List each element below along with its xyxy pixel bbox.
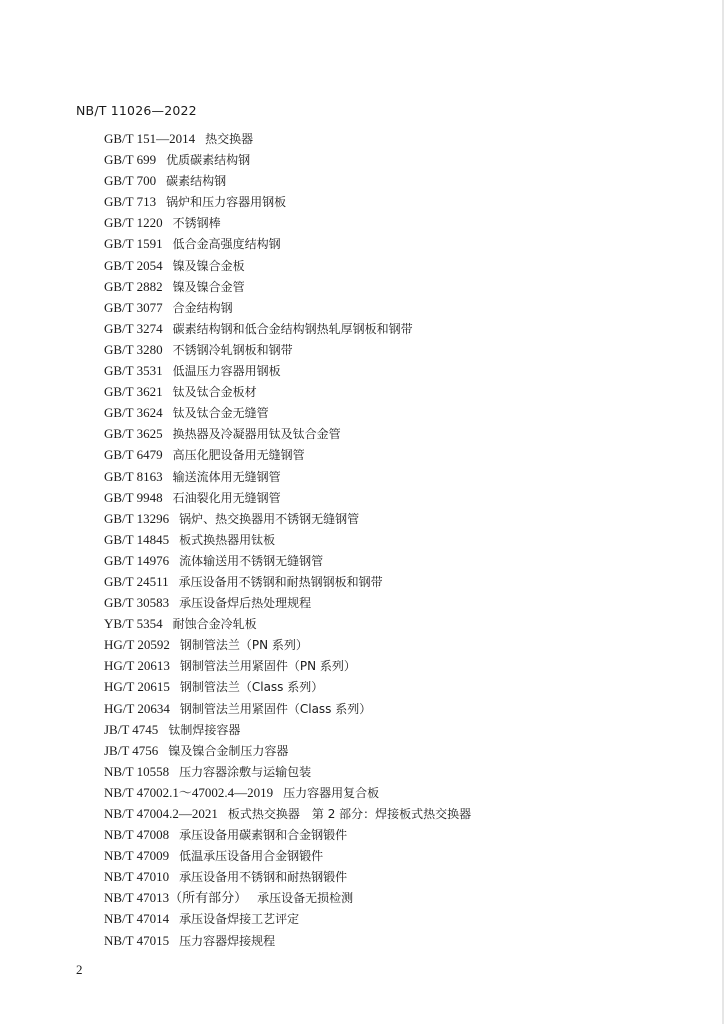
reference-code: GB/T 24511 [104, 573, 169, 589]
reference-code: JB/T 4756 [104, 742, 159, 758]
reference-code: HG/T 20592 [104, 637, 170, 653]
reference-code: NB/T 47013（所有部分） [104, 890, 248, 906]
reference-title: 钛制焊接容器 [168, 722, 241, 737]
reference-item [104, 444, 471, 465]
reference-title: 钢制管法兰（Class 系列） [179, 680, 324, 695]
reference-item [104, 191, 471, 212]
reference-item [104, 170, 471, 191]
reference-title: 钢制管法兰用紧固件（PN 系列） [179, 659, 356, 674]
reference-code: NB/T 47014 [104, 911, 170, 927]
reference-code: GB/T 3531 [104, 363, 163, 379]
reference-item [104, 318, 471, 339]
reference-item [104, 824, 471, 845]
reference-code: HG/T 20613 [104, 658, 170, 674]
reference-title: 承压设备焊接工艺评定 [179, 912, 300, 927]
reference-item [104, 529, 471, 550]
reference-title: 钛及钛合金无缝管 [172, 406, 269, 421]
reference-title: 碳素结构钢和低合金结构钢热轧厚钢板和钢带 [172, 321, 413, 336]
reference-item [104, 740, 471, 761]
reference-item [104, 149, 471, 170]
reference-title: 镍及镍合金管 [172, 279, 245, 294]
reference-item [104, 360, 471, 381]
reference-code: GB/T 2882 [104, 278, 163, 294]
reference-title: 镍及镍合金板 [172, 258, 245, 273]
reference-code: NB/T 47004.2—2021 [104, 806, 218, 821]
reference-code: NB/T 47015 [104, 932, 170, 948]
reference-item [104, 719, 471, 740]
reference-item [104, 613, 471, 634]
reference-code: GB/T 9948 [104, 489, 163, 505]
reference-title: 板式热交换器 第 2 部分：焊接板式热交换器 [227, 807, 472, 821]
reference-item [104, 782, 471, 803]
reference-item [104, 761, 471, 782]
reference-title: 碳素结构钢 [166, 174, 227, 189]
reference-title: 合金结构钢 [172, 300, 233, 315]
reference-code: JB/T 4745 [104, 721, 159, 737]
reference-code: NB/T 47002.1～47002.4—2019 [104, 784, 274, 800]
reference-item [104, 550, 471, 571]
reference-code: NB/T 47010 [104, 869, 170, 885]
reference-code: GB/T 8163 [104, 468, 163, 484]
reference-item [104, 255, 471, 276]
reference-title: 承压设备用不锈钢和耐热钢钢板和钢带 [178, 574, 383, 589]
reference-item [104, 276, 471, 297]
reference-title: 压力容器涂敷与运输包装 [179, 764, 312, 779]
reference-item [104, 508, 471, 529]
reference-item [104, 698, 471, 719]
reference-title: 钢制管法兰用紧固件（Class 系列） [179, 701, 372, 716]
reference-item [104, 128, 471, 149]
reference-title: 不锈钢棒 [172, 216, 221, 231]
reference-title: 压力容器焊接规程 [179, 933, 276, 948]
reference-item [104, 866, 471, 887]
reference-item [104, 297, 471, 318]
reference-item [104, 233, 471, 254]
reference-title: 石油裂化用无缝钢管 [172, 490, 281, 505]
reference-item [104, 592, 471, 613]
reference-title: 输送流体用无缝钢管 [172, 469, 281, 484]
reference-title: 压力容器用复合板 [283, 785, 380, 800]
reference-code: GB/T 3621 [104, 384, 163, 400]
reference-title: 钛及钛合金板材 [172, 385, 257, 400]
reference-item [104, 339, 471, 360]
reference-title: 热交换器 [205, 132, 254, 146]
reference-code: GB/T 2054 [104, 257, 163, 273]
reference-code: YB/T 5354 [104, 616, 163, 632]
reference-title: 流体输送用不锈钢无缝钢管 [179, 553, 324, 568]
standard-header-code: NB/T 11026—2022 [76, 103, 197, 118]
reference-code: GB/T 3625 [104, 426, 163, 442]
reference-code: GB/T 3077 [104, 299, 163, 315]
reference-item [104, 803, 471, 824]
reference-code: GB/T 3624 [104, 405, 163, 421]
reference-item [104, 212, 471, 233]
reference-code: GB/T 3280 [104, 341, 163, 357]
reference-item [104, 466, 471, 487]
reference-code: GB/T 6479 [104, 447, 163, 463]
reference-title: 镍及镍合金制压力容器 [168, 743, 289, 758]
reference-title: 锅炉和压力容器用钢板 [166, 195, 287, 210]
reference-title: 低温压力容器用钢板 [172, 364, 281, 379]
reference-code: GB/T 14976 [104, 552, 170, 568]
normative-reference-list [104, 128, 471, 951]
reference-title: 钢制管法兰（PN 系列） [179, 638, 308, 653]
reference-item [104, 887, 471, 908]
reference-title: 优质碳素结构钢 [166, 153, 251, 168]
page-number: 2 [76, 962, 83, 977]
reference-title: 不锈钢冷轧钢板和钢带 [172, 342, 293, 357]
reference-code: NB/T 47009 [104, 848, 170, 864]
reference-item [104, 402, 471, 423]
reference-code: GB/T 14845 [104, 531, 170, 547]
reference-title: 耐蚀合金冷轧板 [172, 617, 257, 632]
reference-item [104, 487, 471, 508]
reference-title: 高压化肥设备用无缝钢管 [172, 448, 305, 463]
reference-item [104, 655, 471, 676]
reference-title: 低温承压设备用合金钢锻件 [179, 849, 324, 864]
reference-code: GB/T 713 [104, 194, 157, 210]
reference-code: GB/T 699 [104, 152, 157, 168]
reference-title: 锅炉、热交换器用不锈钢无缝钢管 [179, 511, 360, 526]
reference-title: 低合金高强度结构钢 [172, 237, 281, 252]
reference-title: 承压设备用碳素钢和合金钢锻件 [179, 828, 348, 843]
reference-title: 承压设备无损检测 [257, 891, 354, 906]
reference-item [104, 381, 471, 402]
reference-code: GB/T 1591 [104, 236, 163, 252]
reference-title: 换热器及冷凝器用钛及钛合金管 [172, 427, 341, 442]
reference-item [104, 571, 471, 592]
reference-code: HG/T 20634 [104, 700, 170, 716]
reference-code: GB/T 151—2014 [104, 131, 196, 146]
reference-item [104, 845, 471, 866]
reference-item [104, 676, 471, 697]
reference-code: HG/T 20615 [104, 679, 170, 695]
reference-item [104, 634, 471, 655]
reference-item [104, 908, 471, 929]
reference-code: NB/T 10558 [104, 763, 170, 779]
reference-title: 承压设备用不锈钢和耐热钢锻件 [179, 870, 348, 885]
reference-code: GB/T 3274 [104, 320, 163, 336]
reference-code: NB/T 47008 [104, 827, 170, 843]
reference-title: 承压设备焊后热处理规程 [179, 596, 312, 611]
reference-code: GB/T 13296 [104, 510, 170, 526]
reference-item [104, 930, 471, 951]
reference-code: GB/T 700 [104, 173, 157, 189]
reference-title: 板式换热器用钛板 [179, 532, 276, 547]
reference-item [104, 423, 471, 444]
reference-code: GB/T 1220 [104, 215, 163, 231]
reference-code: GB/T 30583 [104, 595, 170, 611]
